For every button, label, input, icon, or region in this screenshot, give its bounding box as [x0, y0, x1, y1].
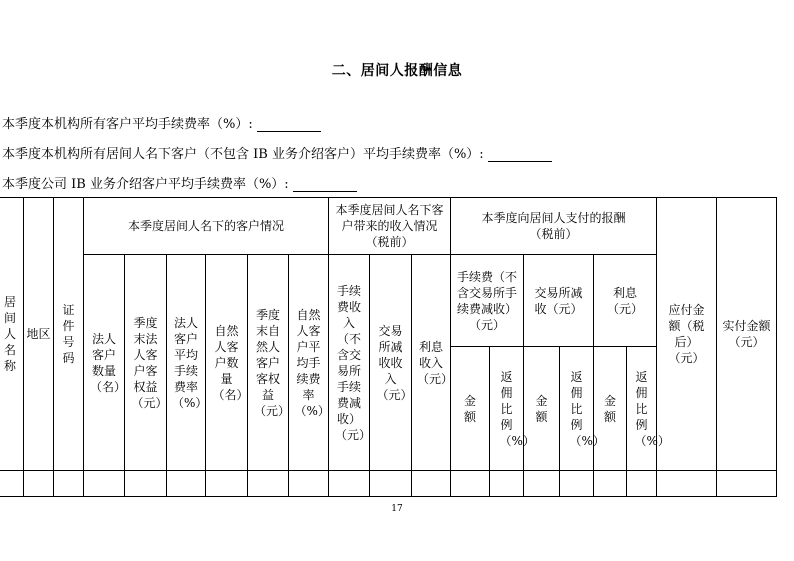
fill-blank[interactable]: [293, 190, 357, 192]
header-intermediary-name: 居间人名称: [0, 198, 24, 471]
header-natural-client-fee-rate: 自然人客户平均手续费率（%）: [289, 255, 329, 471]
fill-blank[interactable]: [257, 130, 321, 132]
header-paid-amount: 实付金额（元）: [717, 198, 777, 471]
header-interest-amount: 金额: [594, 347, 627, 471]
header-exchange-reduction-income: 交易所减收收入（元）: [370, 255, 412, 471]
header-income-group: 本季度居间人名下客户带来的收入情况（税前）: [329, 198, 451, 255]
header-region: 地区: [24, 198, 54, 471]
header-pay-fee: 手续费（不含交易所手续费减收）（元）: [451, 255, 524, 347]
header-natural-client-count: 自然人客户数量（名）: [206, 255, 248, 471]
fill-blank[interactable]: [488, 160, 552, 162]
avg-fee-rate-ib-clients: [2, 173, 357, 192]
table-row: [0, 471, 777, 497]
field-label: 本季度本机构所有居间人名下客户（不包含 IB 业务介绍客户）平均手续费率（%）:: [2, 147, 484, 162]
header-exchange-amount: 金额: [524, 347, 560, 471]
section-title: 二、居间人报酬信息: [331, 63, 463, 79]
header-pay-exchange-reduction: 交易所减收（元）: [524, 255, 594, 347]
header-legal-client-equity: 季度末法人客户客权益（元）: [125, 255, 167, 471]
header-pay-group: 本季度向居间人支付的报酬（税前）: [451, 198, 657, 255]
field-label: 本季度公司 IB 业务介绍客户平均手续费率（%）:: [2, 177, 289, 192]
header-interest-income: 利息收入（元）: [412, 255, 451, 471]
header-interest-rebate-ratio: 返佣比例（%）: [627, 347, 657, 471]
header-fee-rebate-ratio: 返佣比例（%）: [490, 347, 524, 471]
avg-fee-rate-all-clients: [2, 113, 321, 132]
header-clients-group: 本季度居间人名下的客户情况: [84, 198, 329, 255]
avg-fee-rate-intermediary-clients: [2, 143, 552, 162]
page-number: 17: [391, 504, 403, 514]
header-natural-client-equity: 季度末自然人客户客权益（元）: [248, 255, 289, 471]
header-exchange-rebate-ratio: 返佣比例（%）: [560, 347, 594, 471]
header-payable-amount: 应付金额（税后）（元）: [657, 198, 717, 471]
header-fee-income: 手续费收入（不含交易所手续费减收）（元）: [329, 255, 370, 471]
header-pay-interest: 利息（元）: [594, 255, 657, 347]
header-legal-client-fee-rate: 法人客户平均手续费率（%）: [167, 255, 206, 471]
intermediary-remuneration-table: [0, 197, 777, 497]
header-legal-client-count: 法人客户数量（名）: [84, 255, 125, 471]
field-label: 本季度本机构所有客户平均手续费率（%）:: [2, 117, 253, 132]
header-fee-amount: 金额: [451, 347, 490, 471]
header-id-number: 证件号码: [54, 198, 84, 471]
